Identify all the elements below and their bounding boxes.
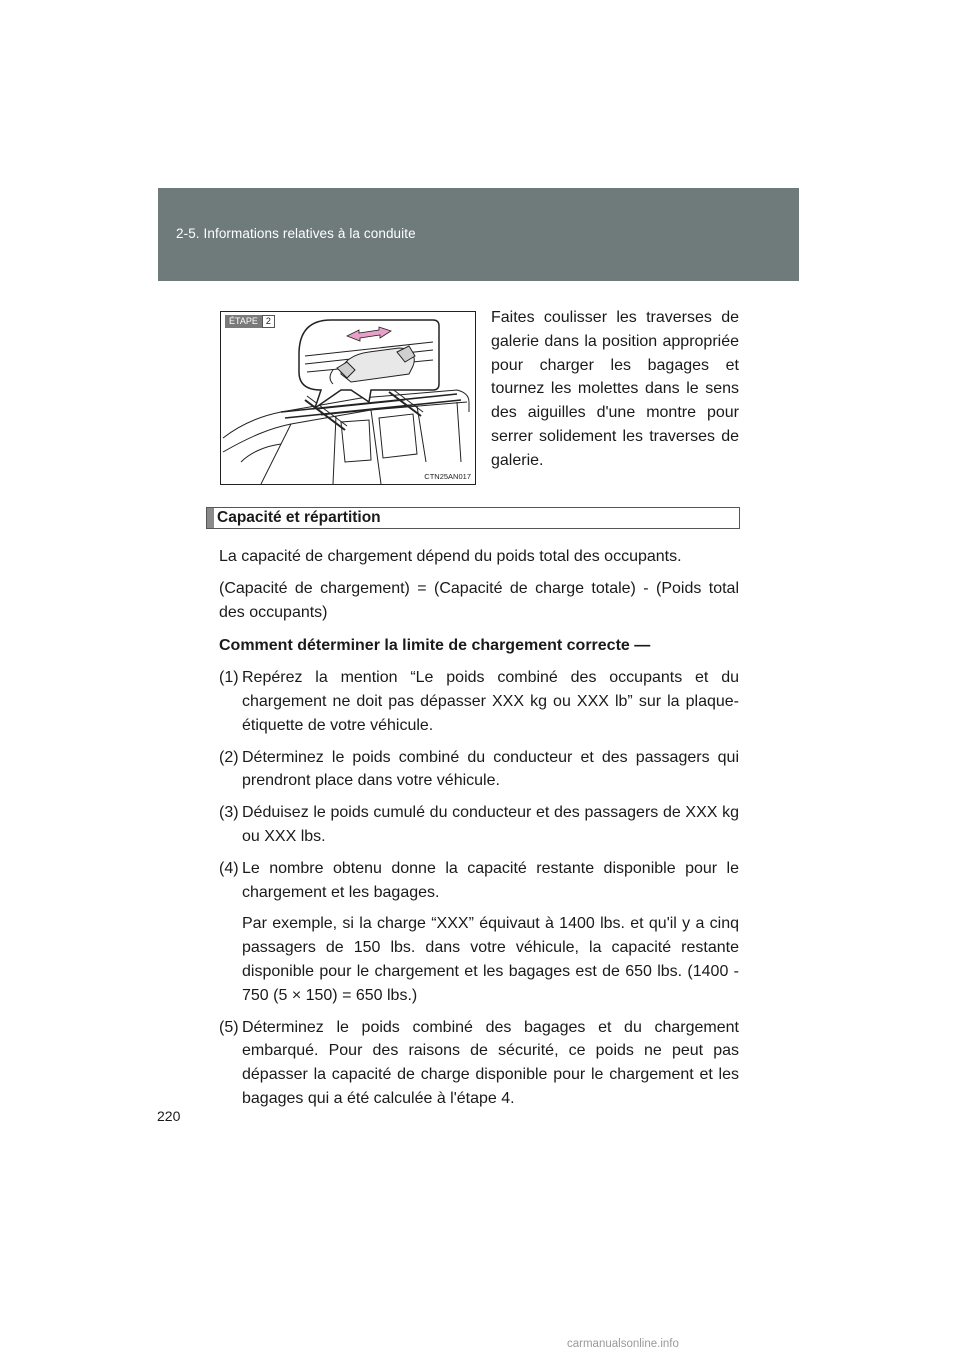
list-item-number: (2) [219,748,239,766]
roof-rack-drawing [221,312,475,484]
list-item-text: Le nombre obtenu donne la capacité restante disponible pour le chargement et les bagages. [242,859,739,901]
section-heading-bar [206,507,740,529]
list-item [219,857,739,905]
list-item-number: (1) [219,669,239,687]
section-title: Capacité et répartition [217,509,381,526]
subheading-load-limit: Comment déterminer la limite de chargement correcte — [219,637,651,655]
watermark: carmanualsonline.info [567,1338,679,1350]
paragraph-formula: (Capacité de chargement) = (Capacité de charge totale) - (Poids total des occupants) [219,579,739,621]
figure-code: CTN25AN017 [424,472,471,481]
list-item [219,801,739,849]
list-item-text: Déterminez le poids combiné des bagages et du chargement embarqué. Pour des raisons de sécurité, ce poids ne peut pas dépasser la capacité de charge disponible pour le chargement et les bagages qui a été calculée à l'étape 4. [242,1018,739,1107]
section-tab-marker [207,508,214,528]
step-label [225,315,275,328]
page-number: 220 [157,1108,181,1124]
step-word: ÉTAPE [225,315,262,328]
paragraph-capacity: La capacité de chargement dépend du poids total des occupants. [219,548,682,565]
section-header: 2-5. Informations relatives à la conduite [176,226,416,241]
step-number: 2 [262,315,275,328]
list-item [219,666,739,737]
header-band [158,188,799,281]
list-item-text: Déterminez le poids combiné du conducteur et des passagers qui prendront place dans votre véhicule. [242,748,739,790]
list-item-text: Repérez la mention “Le poids combiné des occupants et du chargement ne doit pas dépasser XXX kg ou XXX lb” sur la plaque-étiquette de votre véhicule. [242,669,739,734]
example-paragraph: Par exemple, si la charge “XXX” équivaut à 1400 lbs. et qu'il y a cinq passagers de 150 lbs. dans votre véhicule, la capacité restante disponible pour le chargement et les bagages est de 650 lbs. (1400 - 750 (5 × 150) = 650 lbs.) [242,915,739,1004]
list-item-text: Déduisez le poids cumulé du conducteur et des passagers de XXX kg ou XXX lbs. [242,804,739,845]
list-item-number: (4) [219,859,239,877]
body-text [219,545,739,1119]
list-item [219,746,739,794]
list-item [219,1016,739,1111]
roof-rack-illustration [220,311,476,485]
list-item-number: (5) [219,1018,239,1036]
figure-caption: Faites coulisser les traverses de galerie dans la position appropriée pour charger les bagages et tournez les molettes dans le sens des aiguilles d'une montre pour serrer solidement les traverses de galerie. [491,309,739,469]
list-item-number: (3) [219,804,239,822]
